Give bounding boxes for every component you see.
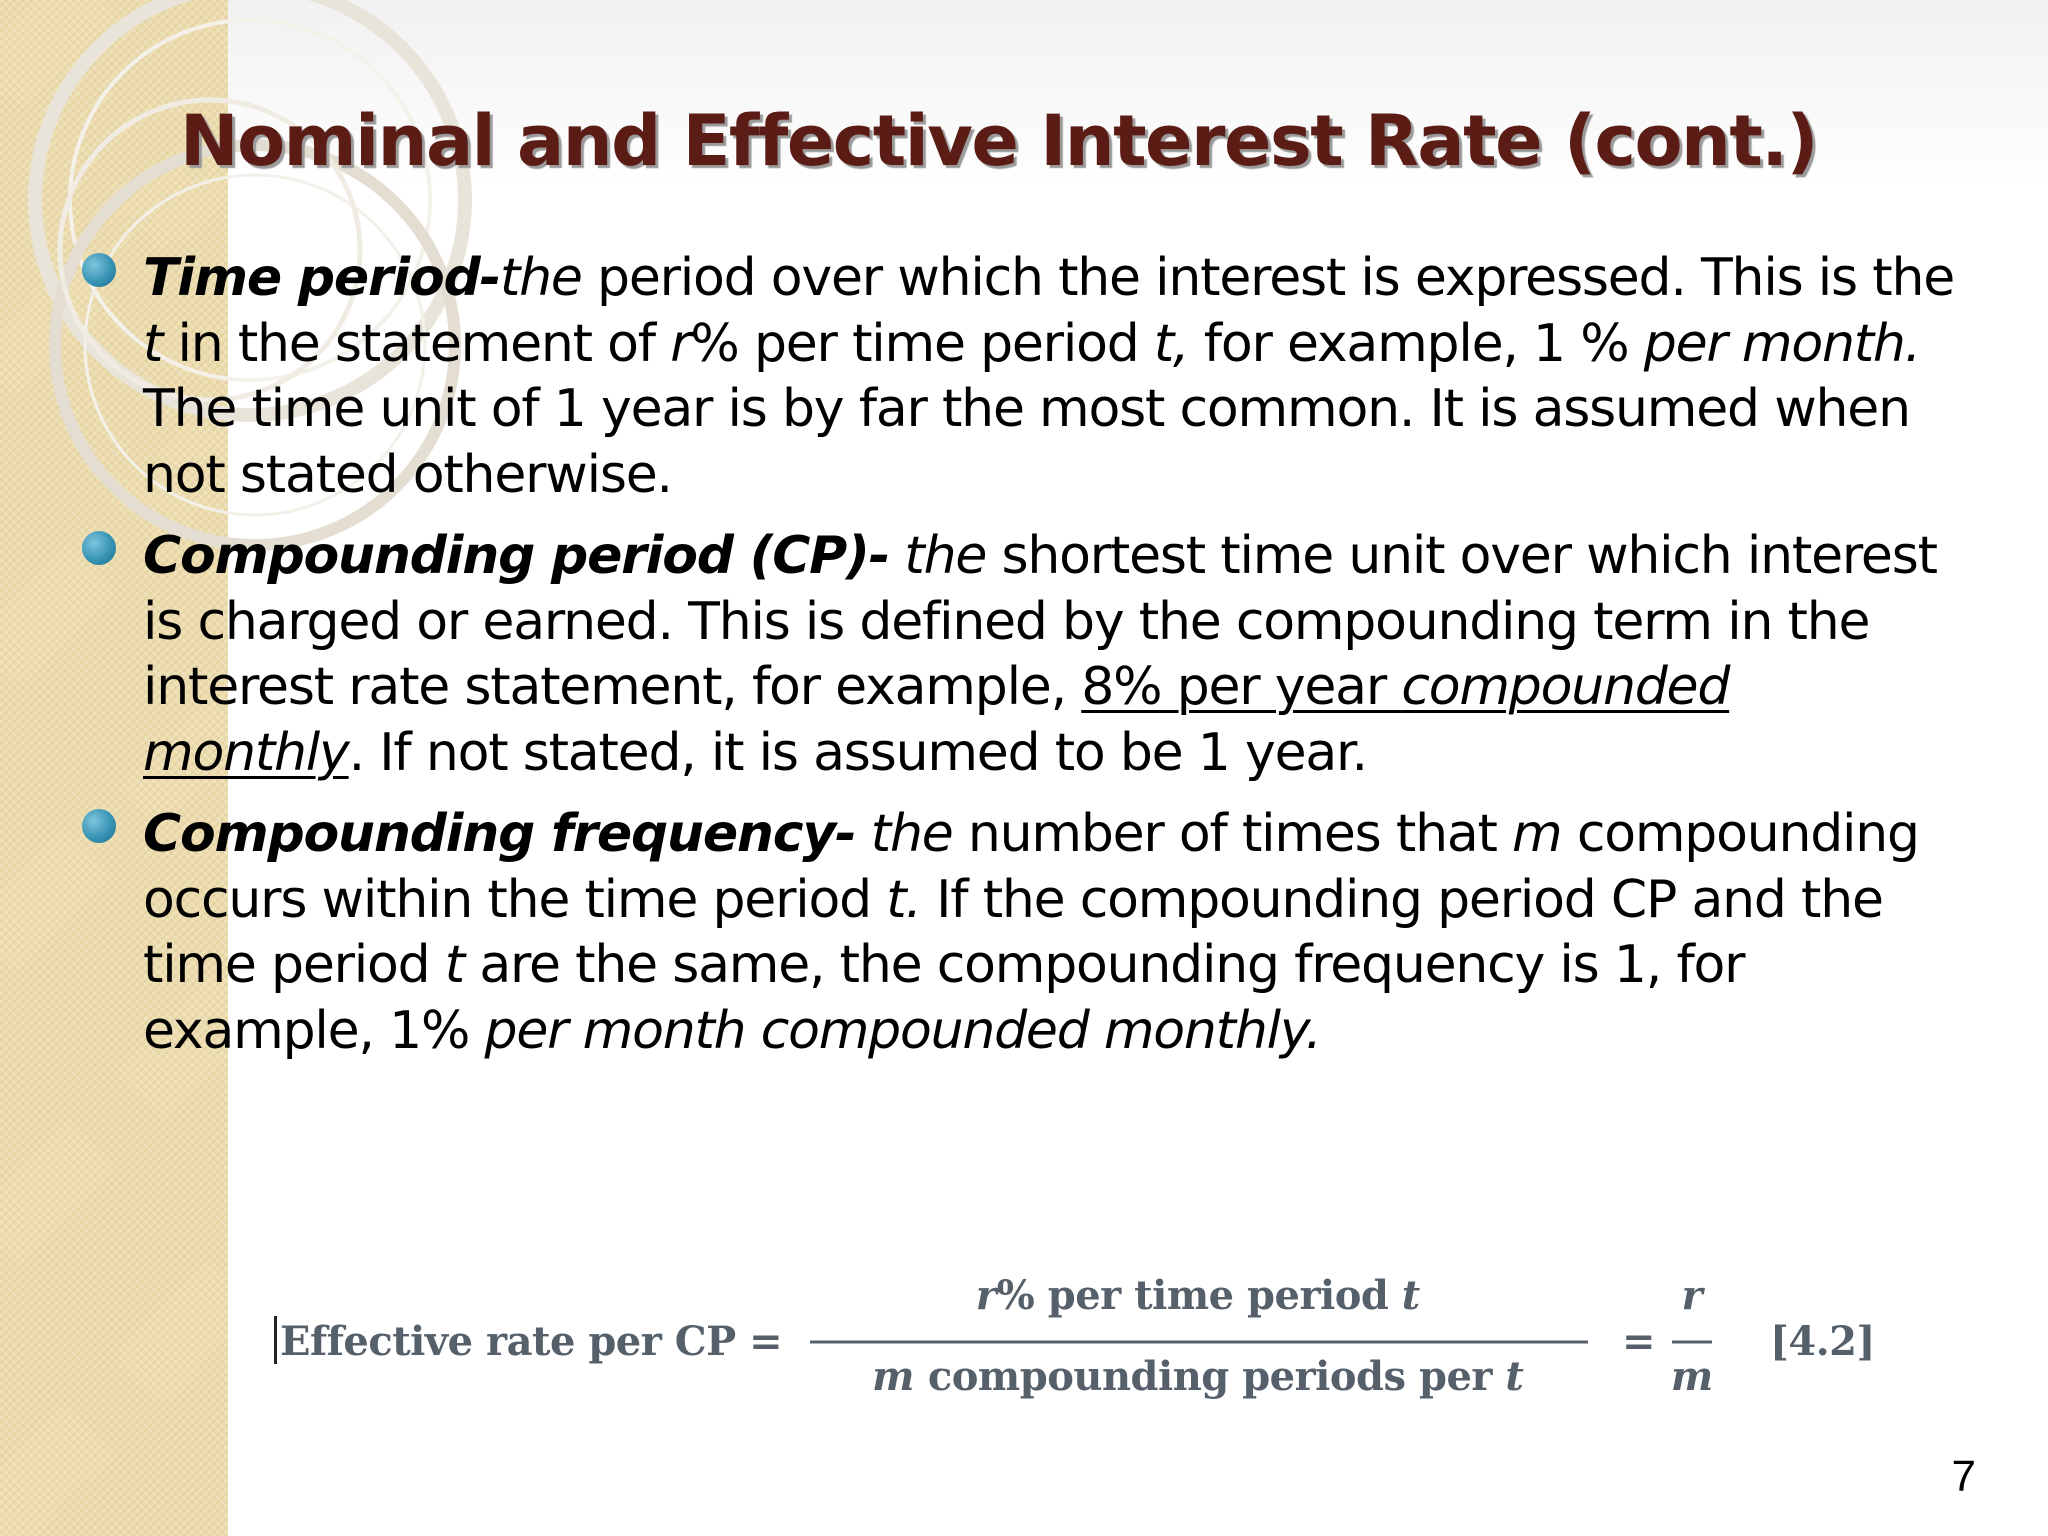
numerator-var2: t (1401, 1272, 1421, 1319)
term-time-period: Time period- (143, 248, 500, 308)
text-the: the (904, 526, 987, 586)
text-cursor (274, 1316, 277, 1364)
text-definition: shortest time unit over which interest is charged or earned. This is defined by the compounding term in the interest rate statement, for example, (143, 526, 1937, 717)
ratio-denominator: m (1670, 1353, 1714, 1400)
text-condition: If the compounding period CP and the time period (143, 869, 1883, 995)
ratio-numerator: r (1681, 1272, 1703, 1319)
denominator-var2: t (1505, 1353, 1524, 1400)
text-statement: in the statement of (162, 313, 671, 374)
var-t: t (444, 935, 464, 995)
bullet-compounding-period (143, 524, 1963, 786)
text-example: for example, 1 % (1188, 313, 1644, 374)
numerator-text: % per time period (996, 1272, 1389, 1319)
effective-rate-formula (262, 1258, 1892, 1418)
equation-number: [4.2] (1770, 1318, 1875, 1365)
bullet-list (143, 246, 1963, 1080)
bullet-compounding-frequency (143, 802, 1963, 1064)
page-number: 7 (1951, 1452, 1976, 1501)
slide-title: Nominal and Effective Interest Rate (cont.) (180, 100, 1817, 182)
formula-image (262, 1258, 1892, 1418)
denominator-text: compounding periods per (927, 1353, 1492, 1400)
text-per-time-period: % per time period (690, 313, 1154, 374)
text-note: . If not stated, it is assumed to be 1 year. (348, 722, 1367, 783)
denominator-var: m (872, 1353, 915, 1400)
var-m: m (1512, 804, 1562, 864)
term-compounding-period: Compounding period (CP)- (143, 526, 890, 586)
text-the: the (870, 804, 953, 864)
text-occurs: compounding occurs within the time period (143, 804, 1919, 930)
text-example: are the same, the compounding frequency is 1, for example, 1% (143, 935, 1745, 1061)
formula-denominator (872, 1353, 1524, 1400)
formula-equals: = (1622, 1318, 1656, 1365)
bullet-dot-icon (82, 253, 116, 287)
formula-lhs: Effective rate per CP = (280, 1318, 783, 1365)
formula-numerator (976, 1272, 1421, 1319)
text-note: The time unit of 1 year is by far the most common. It is assumed when not stated otherwise. (143, 379, 1910, 505)
text-per-month: per month. (1643, 313, 1920, 374)
text-definition: number of times that (952, 804, 1513, 864)
var-t: t, (1153, 313, 1189, 374)
term-compounding-frequency: Compounding frequency- (143, 804, 856, 864)
text-per-month-compounded-monthly: per month compounded monthly. (484, 1000, 1321, 1061)
var-t: t. (886, 869, 921, 930)
var-t: t (143, 313, 163, 374)
bullet-dot-icon (82, 531, 116, 565)
text-compounded-monthly: compounded monthly (143, 657, 1730, 783)
text-definition: period over which the interest is expressed. This is the (581, 248, 1954, 308)
text-space (889, 526, 904, 586)
bullet-dot-icon (82, 809, 116, 843)
var-r: r (670, 313, 691, 374)
numerator-var: r (975, 1272, 997, 1319)
text-space (855, 804, 870, 864)
text-the: the (499, 248, 582, 308)
bullet-time-period (143, 246, 1963, 508)
text-rate: 8% per year (1081, 657, 1402, 717)
